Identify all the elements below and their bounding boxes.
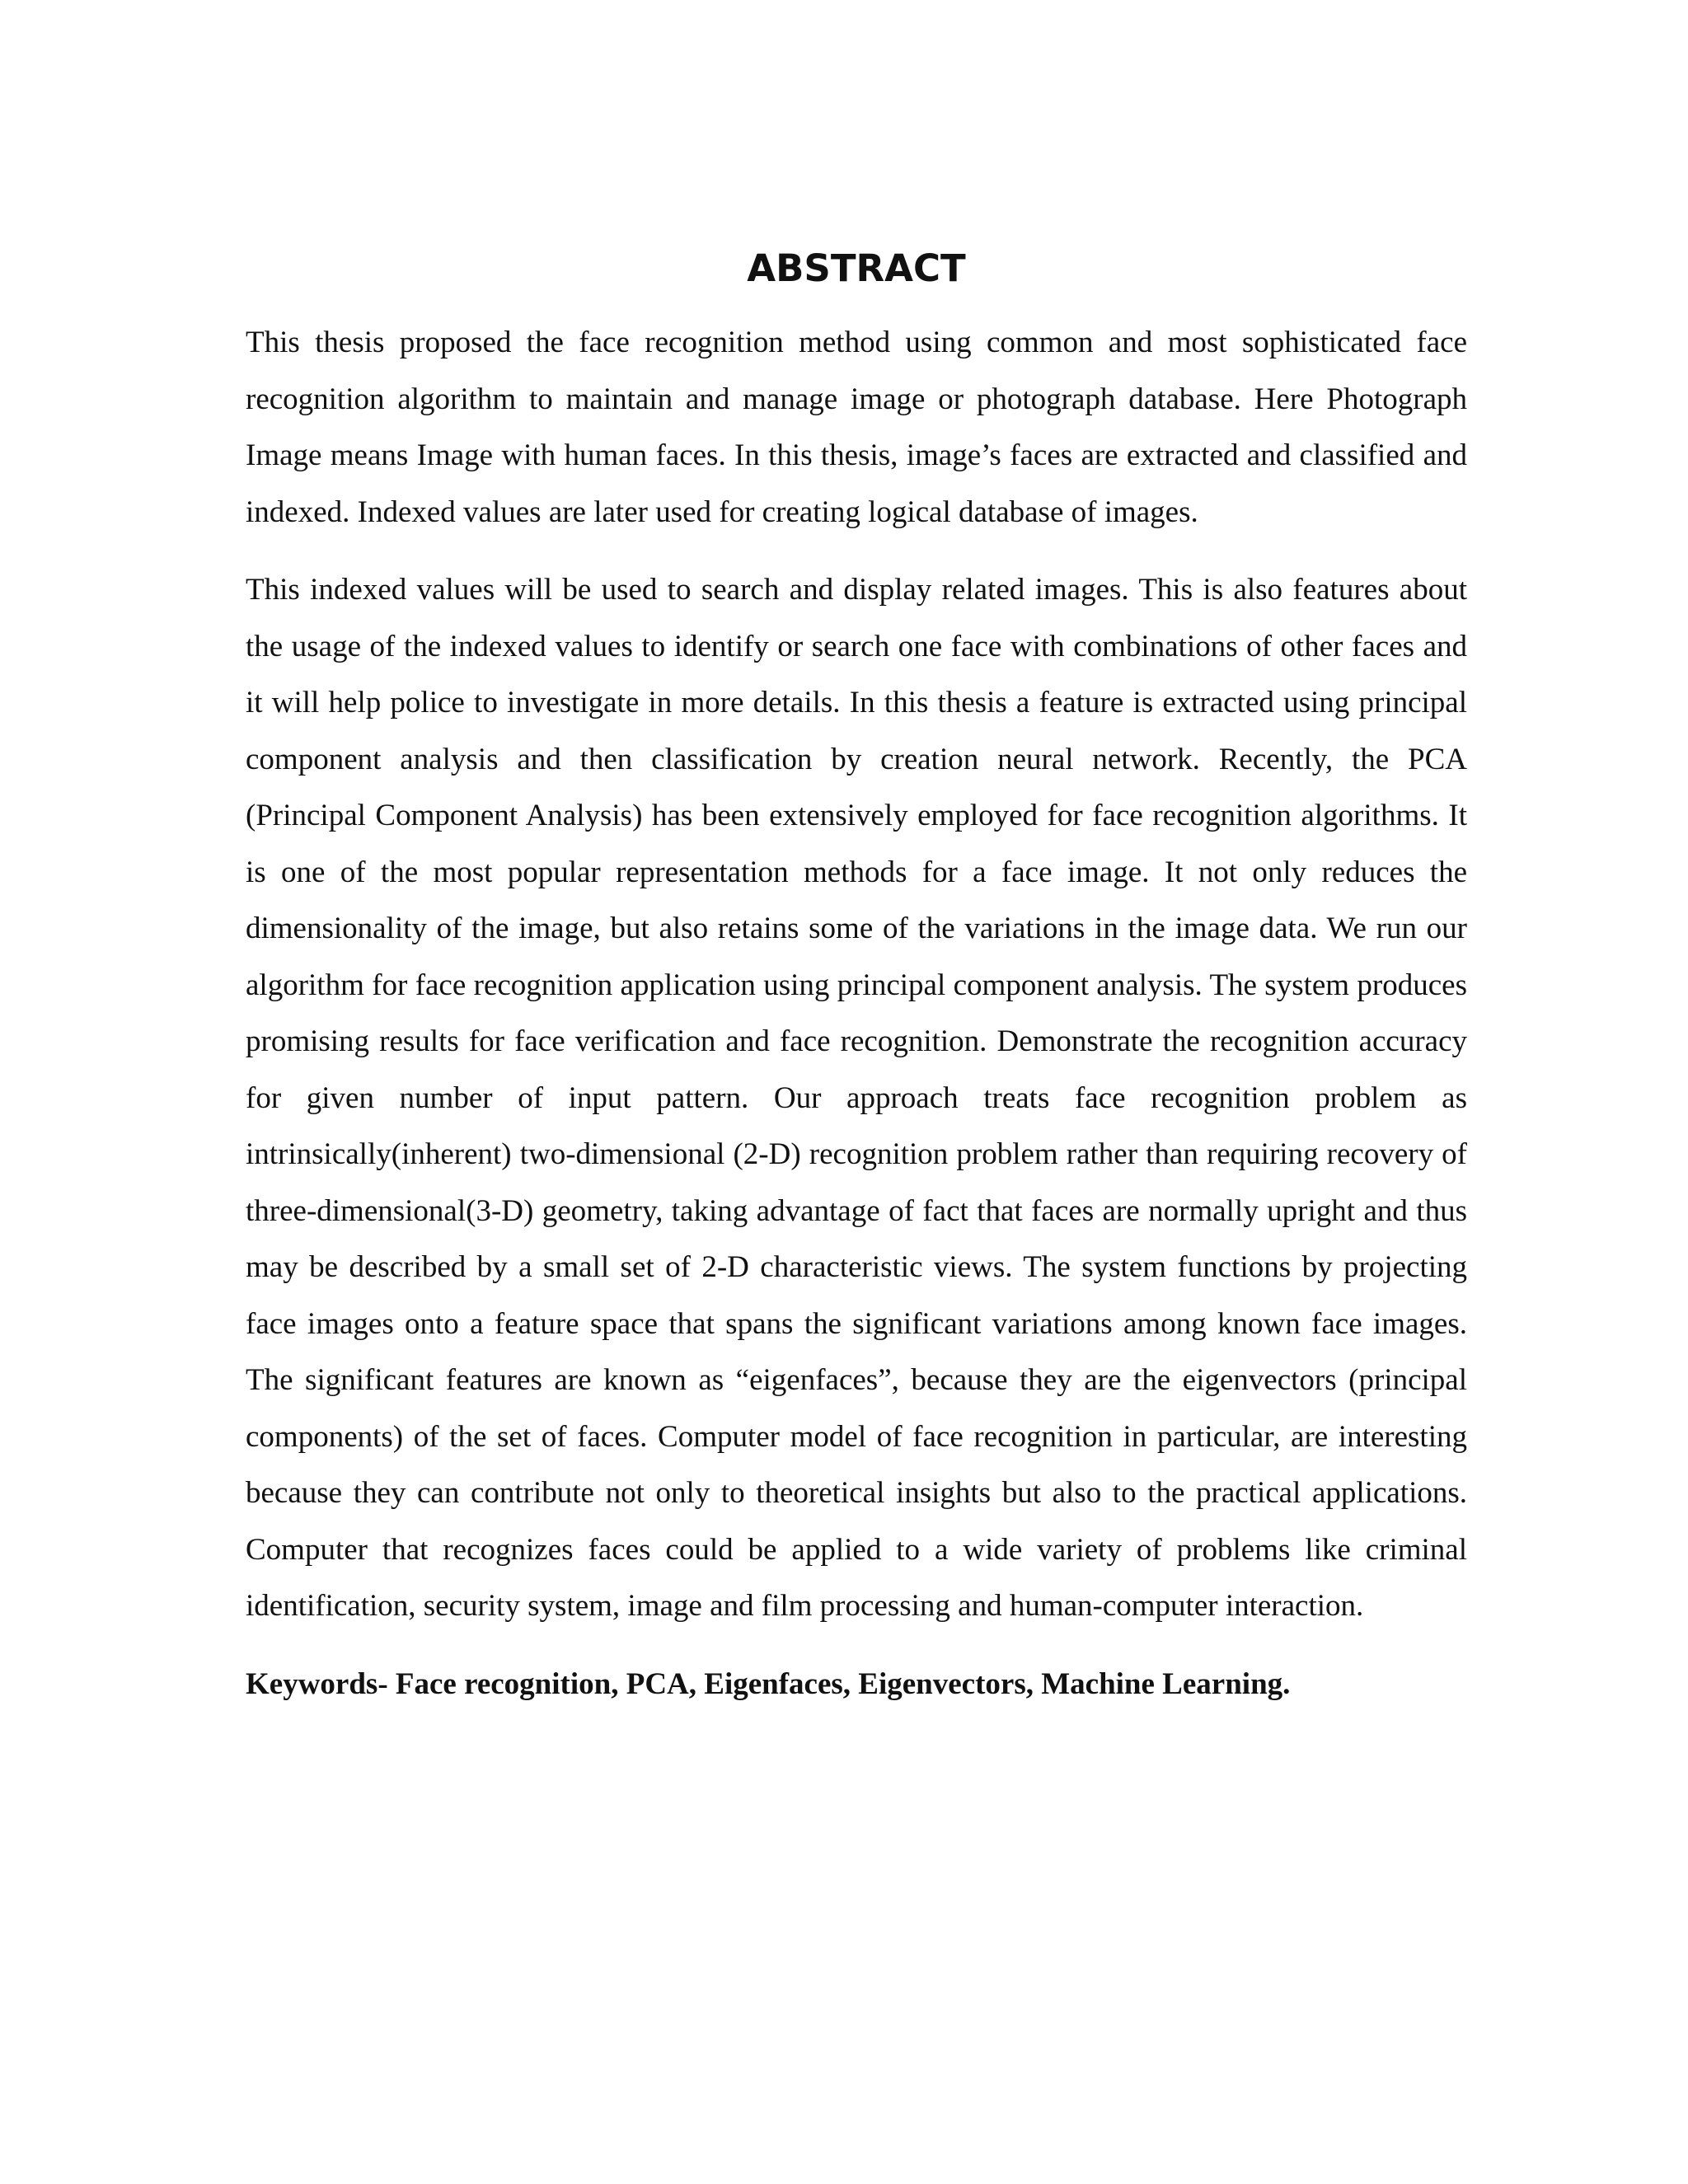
page-title: ABSTRACT	[747, 246, 966, 290]
keywords-line: Keywords- Face recognition, PCA, Eigenfaces, Eigenvectors, Machine Learning.	[246, 1666, 1291, 1701]
abstract-section	[246, 239, 1467, 1713]
abstract-paragraph-2: This indexed values will be used to search and display related images. This is also features about the usage of the indexed values to identify or search one face with combinations of other faces and it will help police to investigate in more details. In this thesis a feature is extracted using principal component analysis and then classification by creation neural network. Recently, the PCA (Principal Component Analysis) has been extensively employed for face recognition algorithms. It is one of the most popular representation methods for a face image. It not only reduces the dimensionality of the image, but also retains some of the variations in the image data. We run our algorithm for face recognition application using principal component analysis. The system produces promising results for face verification and face recognition. Demonstrate the recognition accuracy for given number of input pattern. Our approach treats face recognition problem as intrinsically(inherent) two-dimensional (2-D) recognition problem rather than requiring recovery of three-dimensional(3-D) geometry, taking advantage of fact that faces are normally upright and thus may be described by a small set of 2-D characteristic views. The system functions by projecting face images onto a feature space that spans the significant variations among known face images. The significant features are known as “eigenfaces”, because they are the eigenvectors (principal components) of the set of faces. Computer model of face recognition in particular, are interesting because they can contribute not only to theoretical insights but also to the practical applications. Computer that recognizes faces could be applied to a wide variety of problems like criminal identification, security system, image and film processing and human-computer interaction.	[246, 573, 1467, 1623]
abstract-paragraph-1: This thesis proposed the face recognition method using common and most sophisticated face recognition algorithm to maintain and manage image or photograph database. Here Photograph Image means Image with human faces. In this thesis, image’s faces are extracted and classified and indexed. Indexed values are later used for creating logical database of images.	[246, 326, 1467, 529]
